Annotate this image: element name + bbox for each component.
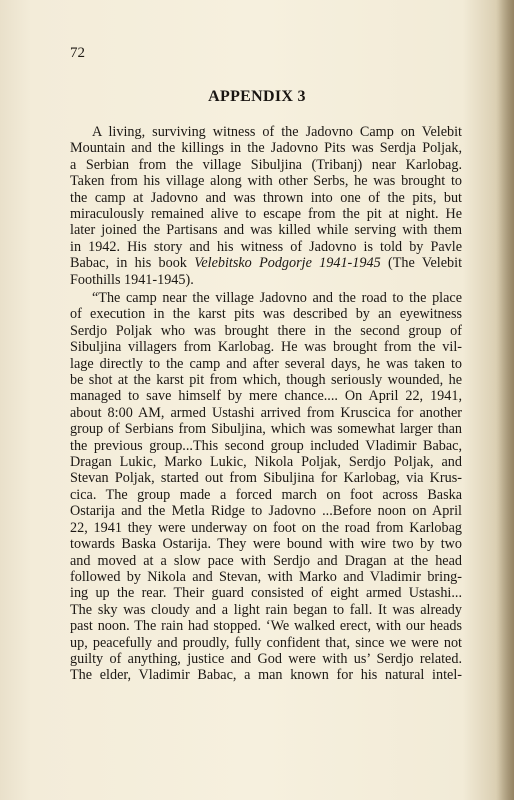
text-line: Sibuljina villagers from Karlobag. He was brought from the vil- (70, 339, 462, 356)
text-line: past noon. The rain had stopped. ‘We walked erect, with our heads (70, 618, 462, 635)
text-line: the previous group...This second group included Vladimir Babac, (70, 437, 462, 454)
text-line: Foothills 1941-1945). (70, 271, 194, 288)
text-line: Stevan Poljak, started out from Sibuljina for Karlobag, via Krus- (70, 470, 462, 487)
intro-paragraph (70, 124, 462, 288)
text-line: cica. The group made a forced march on foot across Baska (70, 486, 462, 503)
text-line: 22, 1941 they were underway on foot on the road from Karlobag (70, 519, 462, 536)
text-line: Dragan Lukic, Marko Lukic, Nikola Poljak, Serdjo Poljak, and (70, 454, 462, 471)
text-line: The elder, Vladimir Babac, a man known for his natural intel- (70, 667, 462, 684)
text-line: guilty of anything, justice and God were with us’ Serdjo related. (70, 650, 462, 667)
text-line: lage directly to the camp and after several days, he was taken to (70, 355, 462, 372)
text-line: about 8:00 AM, armed Ustashi arrived from Kruscica for another (70, 404, 462, 421)
text-line: group of Serbians from Sibuljina, which was somewhat larger than (70, 421, 462, 438)
text-line: A living, surviving witness of the Jadovno Camp on Velebit (92, 124, 462, 140)
text-line: and moved at a slow pace with Serdjo and Dragan at the head (70, 552, 462, 569)
text-line: be shot at the karst pit from which, though seriously wounded, he (70, 372, 462, 389)
text-line: a Serbian from the village Sibuljina (Tribanj) near Karlobag. (70, 156, 462, 173)
book-title: Velebitsko Podgorje 1941-1945 (194, 255, 381, 272)
quote-paragraph (70, 290, 462, 684)
text-segment: (The Velebit (380, 255, 463, 272)
appendix-heading: APPENDIX 3 (208, 88, 306, 105)
text-line: of execution in the karst pits was described by an eyewitness (70, 306, 462, 323)
text-line: ing up the rear. Their guard consisted of eight armed Ustashi... (70, 585, 462, 602)
text-line: followed by Nikola and Stevan, with Marko and Vladimir bring- (70, 568, 462, 585)
text-line: miraculously remained alive to escape from the pit at night. He (70, 206, 462, 223)
text-line (70, 255, 462, 271)
text-segment: Babac, in his book (70, 255, 195, 272)
text-line: The sky was cloudy and a light rain began to fall. It was already (70, 601, 462, 618)
text-line: later joined the Partisans and was killed while serving with them (70, 222, 462, 239)
text-line: towards Baska Ostarija. They were bound with wire two by two (70, 536, 462, 553)
text-line: the camp at Jadovno and was thrown into one of the pits, but (70, 189, 462, 206)
page-edge-shadow (496, 0, 514, 800)
text-line: Ostarija and the Metla Ridge to Jadovno ...Before noon on April (70, 503, 462, 520)
text-line: managed to save himself by mere chance.... On April 22, 1941, (70, 388, 462, 405)
text-line: in 1942. His story and his witness of Jadovno is told by Pavle (70, 238, 462, 255)
page-number: 72 (70, 45, 85, 61)
text-line: up, peacefully and proudly, fully confident that, since we were not (70, 634, 462, 651)
text-line: Mountain and the killings in the Jadovno Pits was Serdja Poljak, (70, 140, 462, 157)
text-line: Taken from his village along with other Serbs, he was brought to (70, 173, 462, 190)
text-line: “The camp near the village Jadovno and the road to the place (92, 290, 462, 306)
text-line: Serdjo Poljak who was brought there in the second group of (70, 322, 462, 339)
